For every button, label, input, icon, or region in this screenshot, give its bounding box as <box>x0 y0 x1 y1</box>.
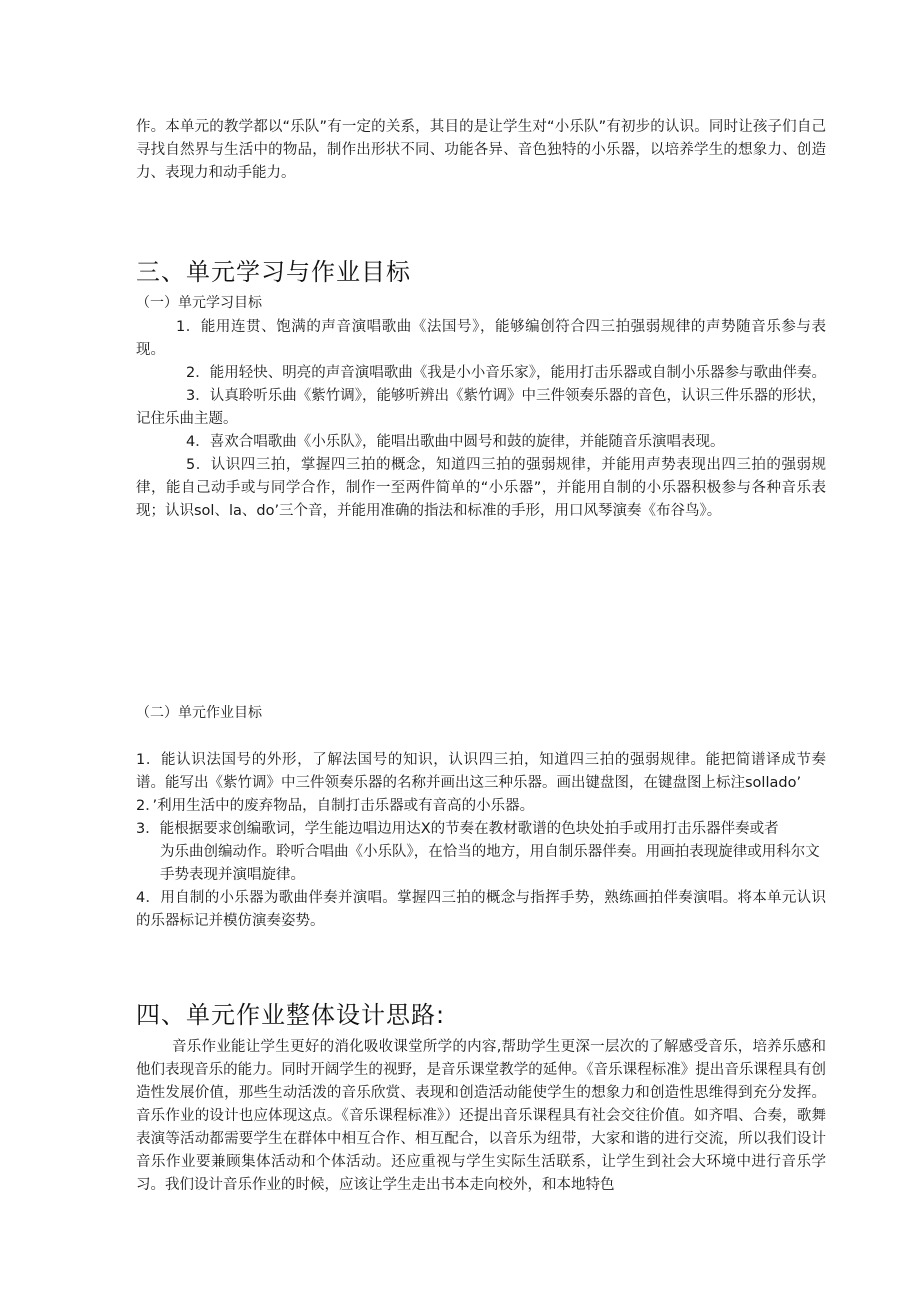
learning-goal-1: 1．能用连贯、饱满的声音演唱歌曲《法国号》，能够编创符合四三拍强弱规律的声势随音乐参与表现。 <box>136 319 826 358</box>
homework-goals-list <box>136 749 826 933</box>
learning-goals-title: （一）单元学习目标 <box>136 295 262 311</box>
homework-goal-1: 1．能认识法国号的外形，了解法国号的知识，认识四三拍，知道四三拍的强弱规律。能把简谱译成节奏谱。能写出《紫竹调》中三件领奏乐器的名称并画出这三种乐器。画出键盘图，在键盘图上标注sollado’ <box>136 752 826 791</box>
section-3-heading: 三、单元学习与作业目标 <box>136 258 411 286</box>
learning-goal-5: 5．认识四三拍，掌握四三拍的概念，知道四三拍的强弱规律，并能用声势表现出四三拍的强弱规律，能自己动手或与同学合作，制作一至两件简单的“小乐器”，并能用自制的小乐器积极参与各种音乐表现；认识sol、la、do’三个音，并能用准确的指法和标准的手形，用口风琴演奏《布谷鸟》。 <box>136 457 826 519</box>
intro-paragraph: 作。本单元的教学都以“乐队”有一定的关系，其目的是让学生对“小乐队”有初步的认识。同时让孩子们自己寻找自然界与生活中的物品，制作出形状不同、功能各异、音色独特的小乐器，以培养学生的想象力、创造力、表现力和动手能力。 <box>136 119 826 181</box>
section-4-paragraph: 音乐作业能让学生更好的消化吸收课堂所学的内容,帮助学生更深一层次的了解感受音乐，培养乐感和他们表现音乐的能力。同时开阔学生的视野，是音乐课堂教学的延伸。《音乐课程标准》提出音乐课程具有创造性发展价值，那些生动活泼的音乐欣赏、表现和创造活动能使学生的想象力和创造性思维得到充分发挥。音乐作业的设计也应体现这点。《音乐课程标准》）还提出音乐课程具有社会交往价值。如齐唱、合奏，歌舞表演等活动都需要学生在群体中相互合作、相互配合，以音乐为纽带，大家和谐的进行交流，所以我们设计音乐作业要兼顾集体活动和个体活动。还应重视与学生实际生活联系，让学生到社会大环境中进行音乐学习。我们设计音乐作业的时候，应该让学生走出书本走向校外，和本地特色 <box>136 1039 826 1193</box>
homework-goal-2: 2．’利用生活中的废弃物品，自制打击乐器或有音高的小乐器。 <box>136 798 535 814</box>
homework-goal-4: 4．用自制的小乐器为歌曲伴奏并演唱。掌握四三拍的概念与指挥手势，熟练画拍伴奏演唱。将本单元认识的乐器标记并模仿演奏姿势。 <box>136 890 826 929</box>
learning-goal-2: 2．能用轻快、明亮的声音演唱歌曲《我是小小音乐家》，能用打击乐器或自制小乐器参与歌曲伴奏。 <box>186 365 826 381</box>
section-4-heading: 四、单元作业整体设计思路: <box>136 1001 446 1029</box>
learning-goal-3: 3．认真聆听乐曲《紫竹调》，能够听辨出《紫竹调》中三件领奏乐器的音色，认识三件乐器的形状，记住乐曲主题。 <box>136 388 826 427</box>
learning-goals-list <box>136 316 826 523</box>
homework-goal-3-continued: 为乐曲创编动作。聆听合唱曲《小乐队》，在恰当的地方，用自制乐器伴奏。用画拍表现旋律或用科尔文手势表现并演唱旋律。 <box>160 844 820 883</box>
homework-goal-3: 3．能根据要求创编歌词，学生能边唱边用达X的节奏在教材歌谱的色块处拍手或用打击乐器伴奏或者 <box>136 821 779 837</box>
homework-goals-title: （二）单元作业目标 <box>136 705 262 721</box>
learning-goal-4: 4．喜欢合唱歌曲《小乐队》，能唱出歌曲中圆号和鼓的旋律，并能随音乐演唱表现。 <box>186 434 725 450</box>
